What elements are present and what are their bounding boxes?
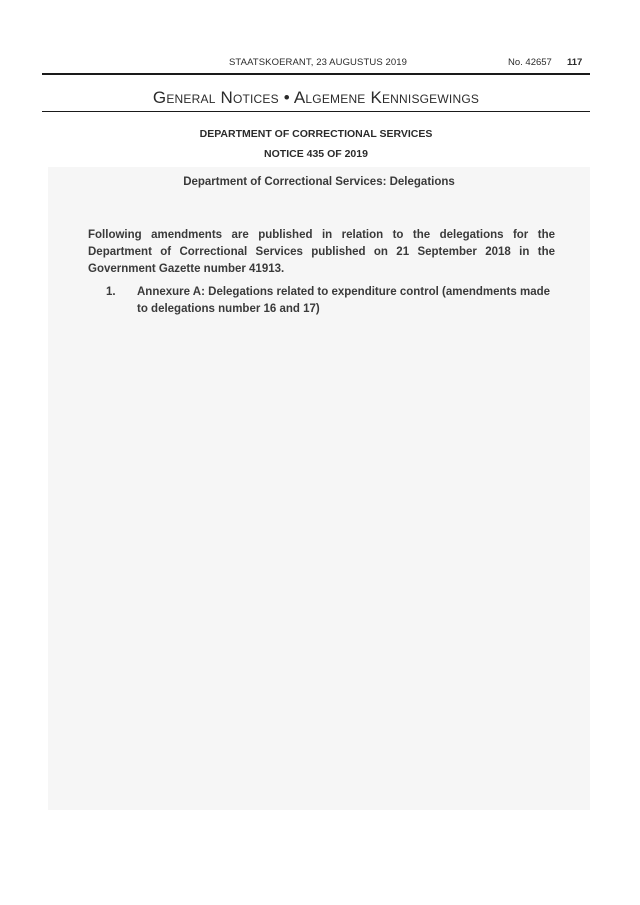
section-rule: [42, 111, 590, 112]
list-item-text: Annexure A: Delegations related to expenditure control (amendments made to delegations number 16 and 17): [137, 286, 551, 315]
list-item-number: 1.: [106, 286, 116, 298]
gazette-date: STAATSKOERANT, 23 AUGUSTUS 2019: [229, 57, 408, 68]
department-name: DEPARTMENT OF CORRECTIONAL SERVICES: [199, 128, 433, 140]
notice-number: NOTICE 435 OF 2019: [264, 148, 368, 160]
running-head: [0, 57, 640, 71]
intro-paragraph: Following amendments are published in relation to the delegations for the Department of Correctional Services published on 21 September 2018 in the Government Gazette number 41913.: [88, 229, 555, 275]
list-item: [106, 284, 555, 318]
section-heading: General Notices • Algemene Kennisgewings: [152, 88, 480, 107]
header-rule: [42, 73, 590, 75]
notice-title: Department of Correctional Services: Delegations: [183, 176, 455, 188]
issue-number: No. 42657: [508, 57, 552, 68]
page-number: 117: [567, 57, 583, 68]
